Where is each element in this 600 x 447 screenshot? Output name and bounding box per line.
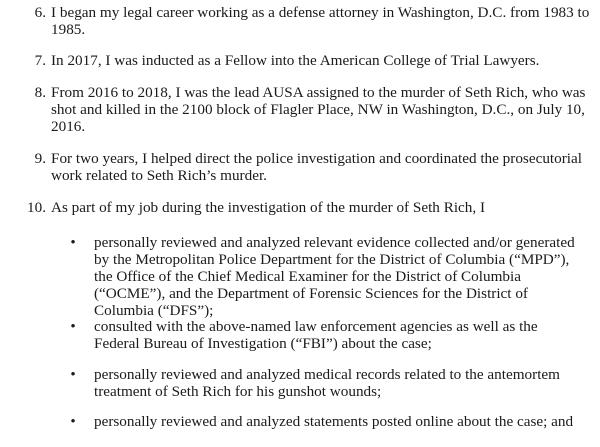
bullet-text: personally reviewed and analyzed medical records related to the antemortem treatment of Seth Rich for his gunshot wounds; xyxy=(94,366,560,400)
paragraph-number: 6. xyxy=(34,4,46,21)
bullet-icon: • xyxy=(70,234,76,251)
paragraph-number: 8. xyxy=(34,84,46,101)
bullet-text: consulted with the above-named law enforcement agencies as well as the Federal Bureau of Investigation (“FBI”) about the case; xyxy=(94,318,538,352)
paragraph-text: In 2017, I was inducted as a Fellow into the American College of Trial Lawyers. xyxy=(51,52,540,69)
paragraph-number: 9. xyxy=(34,150,46,167)
paragraph-text: As part of my job during the investigation of the murder of Seth Rich, I xyxy=(51,199,486,216)
paragraph-number: 7. xyxy=(34,52,46,69)
paragraph-text: From 2016 to 2018, I was the lead AUSA assigned to the murder of Seth Rich, who was shot and killed in the 2100 block of Flagler Place, NW in Washington, D.C., on July 10, 2016. xyxy=(51,84,586,135)
bullet-text: personally reviewed and analyzed relevant evidence collected and/or generated by the Metropolitan Police Department for the District of Columbia (“MPD”), the Office of the Chief Medical Examiner for the District of Columbia (“OCME”), and the Department of Forensic Sciences for the District of Columbia (“DFS”); xyxy=(94,234,575,319)
bullet-icon: • xyxy=(70,366,76,383)
bullet-text: personally reviewed and analyzed statements posted online about the case; and xyxy=(94,413,574,430)
paragraph-text: For two years, I helped direct the police investigation and coordinated the prosecutorial work related to Seth Rich’s murder. xyxy=(51,150,582,184)
paragraph-text: I began my legal career working as a defense attorney in Washington, D.C. from 1983 to 1985. xyxy=(51,4,590,38)
bullet-icon: • xyxy=(70,318,76,335)
bullet-icon: • xyxy=(70,413,76,430)
paragraph-number: 10. xyxy=(27,199,46,216)
